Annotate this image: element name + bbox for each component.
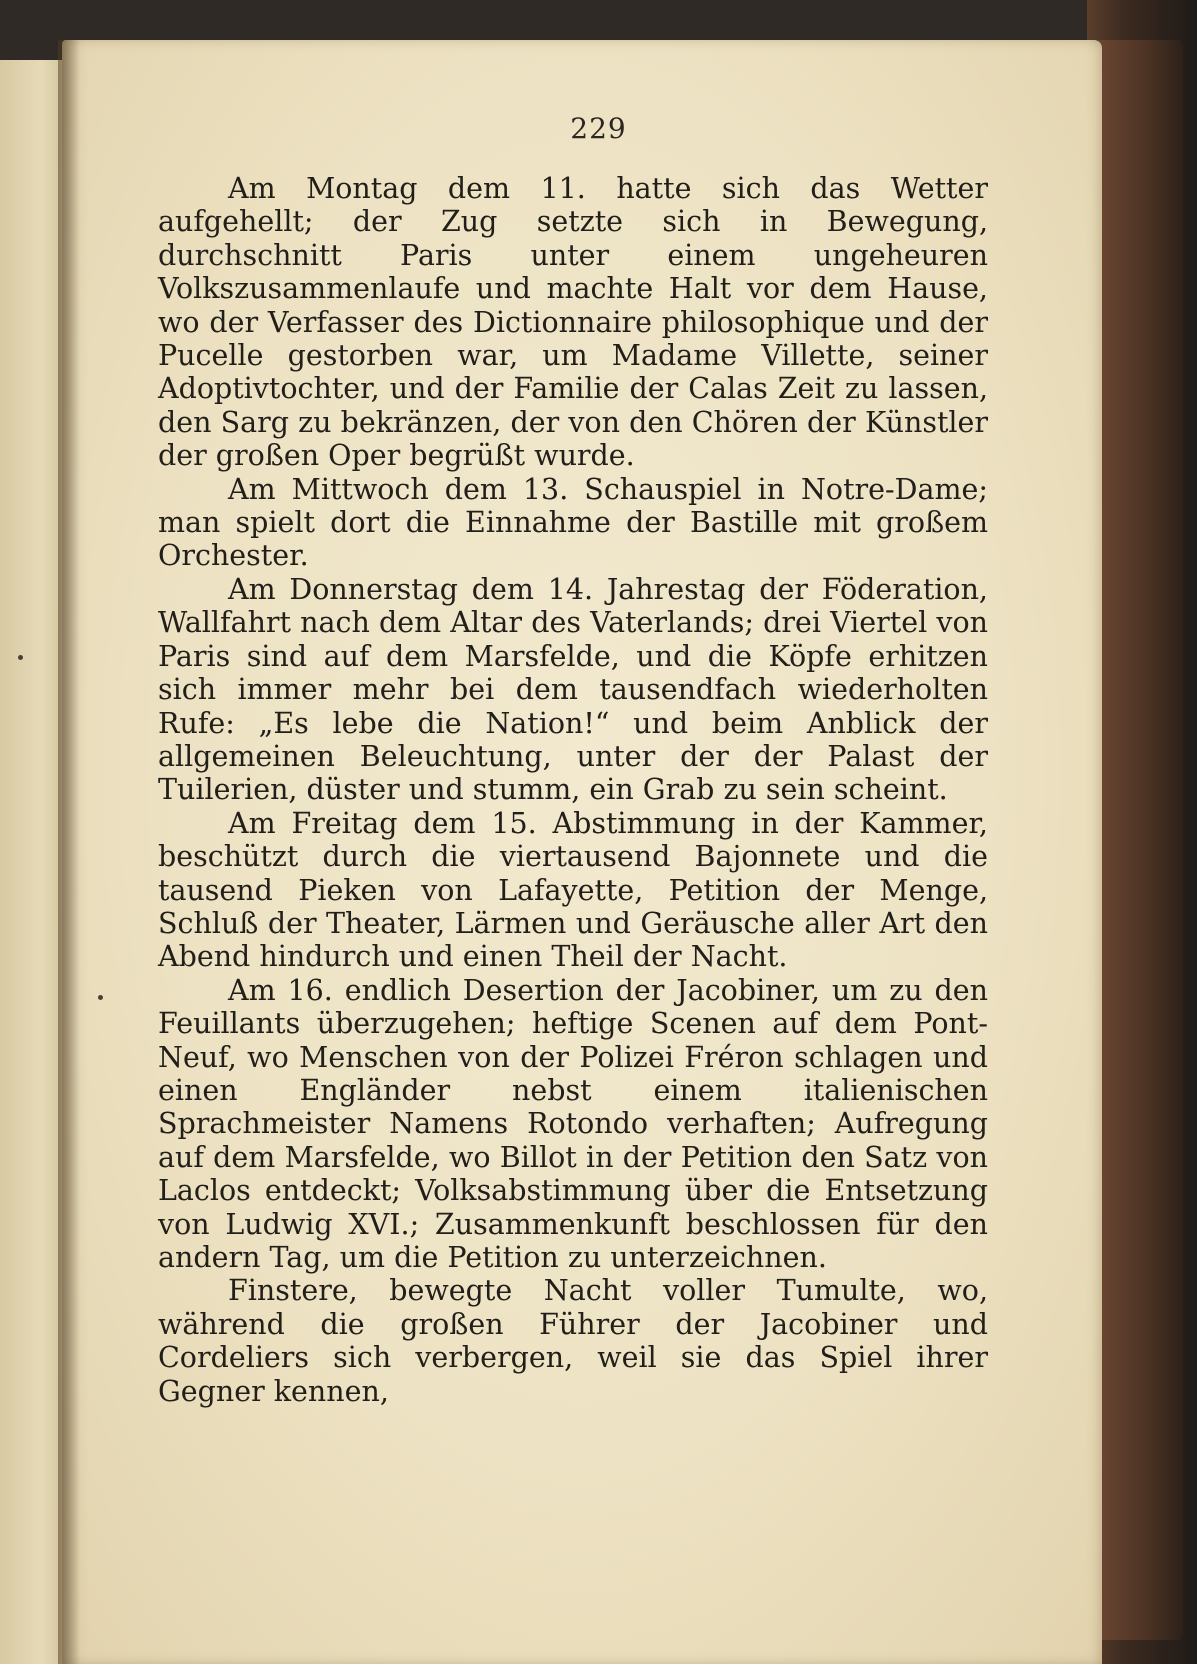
paper-speck <box>18 655 23 660</box>
paragraph: Am Donnerstag dem 14. Jahrestag der Föderation, Wallfahrt nach dem Altar des Vaterlands; drei Viertel von Paris sind auf dem Marsfelde, und die Köpfe erhitzen sich immer mehr bei dem tausendfach wiederholten Rufe: „Es lebe die Nation!“ und beim Anblick der allgemeinen Beleuchtung, unter der der Palast der Tuilerien, düster und stumm, ein Grab zu sein scheint. <box>158 572 988 807</box>
body-text <box>158 172 988 1408</box>
paper-speck <box>98 995 103 1000</box>
paragraph: Am Montag dem 11. hatte sich das Wetter aufgehellt; der Zug setzte sich in Bewegung, durchschnitt Paris unter einem ungeheuren Volkszusammenlaufe und machte Halt vor dem Hause, wo der Verfasser des Dictionnaire philosophique und der Pucelle gestorben war, um Madame Villette, seiner Adoptivtochter, und der Familie der Calas Zeit zu lassen, den Sarg zu bekränzen, der von den Chören der Künstler der großen Oper begrüßt wurde. <box>158 172 988 473</box>
paragraph: Am Freitag dem 15. Abstimmung in der Kammer, beschützt durch die viertausend Bajonnete und die tausend Pieken von Lafayette, Petition der Menge, Schluß der Theater, Lärmen und Geräusche aller Art den Abend hindurch und einen Theil der Nacht. <box>158 806 988 974</box>
book-cover-leather <box>1098 40 1183 1640</box>
gutter-shadow <box>58 40 80 1664</box>
paragraph: Am Mittwoch dem 13. Schauspiel in Notre-Dame; man spielt dort die Einnahme der Bastille mit großem Orchester. <box>158 472 988 573</box>
page-number: 229 <box>570 112 627 145</box>
paragraph: Finstere, bewegte Nacht voller Tumulte, wo, während die großen Führer der Jacobiner und Cordeliers sich verbergen, weil sie das Spiel ihrer Gegner kennen, <box>158 1274 988 1408</box>
paragraph: Am 16. endlich Desertion der Jacobiner, um zu den Feuillants überzugehen; heftige Scenen auf dem Pont-Neuf, wo Menschen von der Polizei Fréron schlagen und einen Engländer nebst einem italienischen Sprachmeister Namens Rotondo verhaften; Aufregung auf dem Marsfelde, wo Billot in der Petition den Satz von Laclos entdeckt; Volksabstimmung über die Entsetzung von Ludwig XVI.; Zusammenkunft beschlossen für den andern Tag, um die Petition zu unterzeichnen. <box>158 973 988 1274</box>
